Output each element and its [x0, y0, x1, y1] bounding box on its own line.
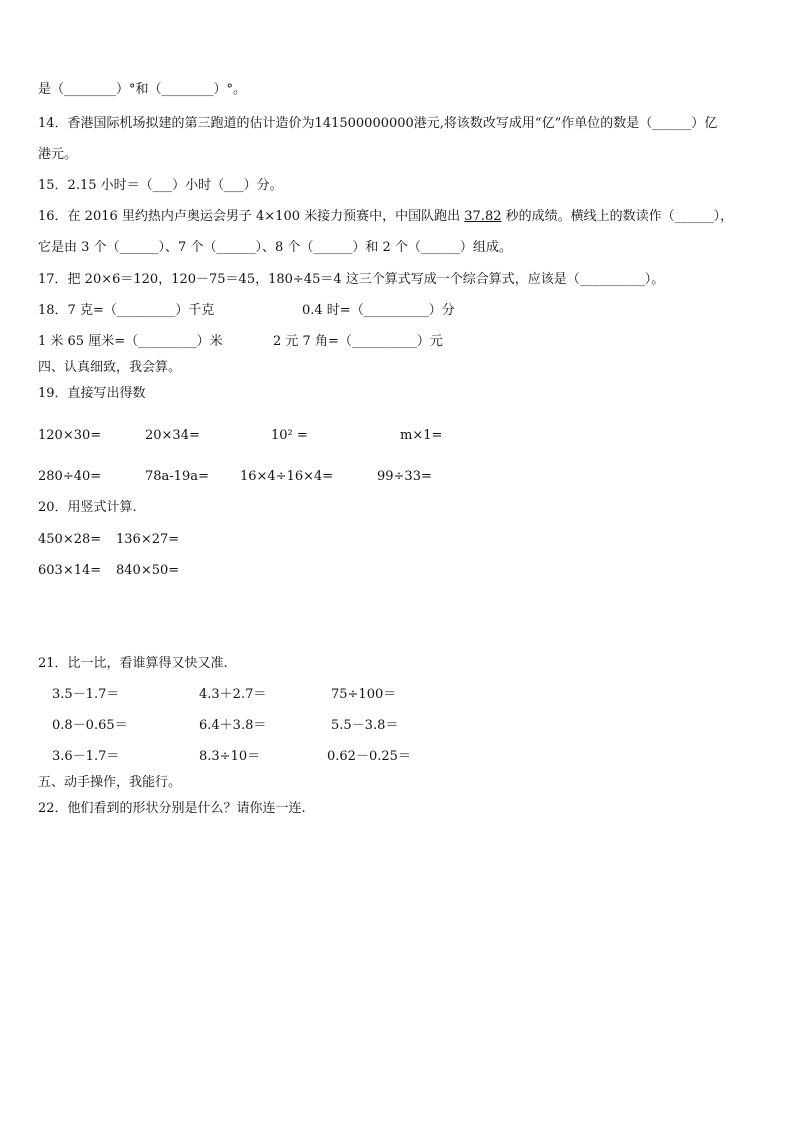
q20-title: 20．用竖式计算. [38, 500, 137, 515]
q18-d: 2 元 7 角=（__________）元 [273, 334, 443, 349]
q19-item: m×1= [400, 428, 443, 443]
q19-item: 78a-19a= [145, 469, 209, 484]
q16-line1-post: 秒的成绩。横线上的数读作（______）， [501, 209, 734, 224]
q20-item: 603×14= [38, 563, 102, 578]
q21-item: 6.4＋3.8＝ [199, 718, 267, 733]
q15: 15．2.15 小时＝（___）小时（___）分。 [38, 178, 283, 193]
q19-item: 120×30= [38, 428, 102, 443]
section-5-heading: 五、动手操作，我能行。 [38, 775, 182, 790]
q19-item: 10² = [271, 428, 308, 443]
q19-title: 19．直接写出得数 [38, 386, 146, 401]
q21-item: 5.5－3.8＝ [331, 718, 399, 733]
q16-underlined-number: 37.82 [464, 209, 502, 224]
q18-a: 18．7 克=（_________）千克 [38, 303, 215, 318]
q20-item: 450×28= [38, 532, 102, 547]
q21-title: 21．比一比，看谁算得又快又准. [38, 656, 228, 671]
q21-item: 0.62－0.25＝ [327, 749, 411, 764]
q18-c: 1 米 65 厘米=（_________）米 [38, 334, 223, 349]
q14-line2: 港元。 [38, 147, 78, 162]
q14-line1: 14．香港国际机场拟建的第三跑道的估计造价为141500000000港元,将该数改写成用“亿”作单位的数是（______）亿 [38, 116, 718, 131]
q21-item: 0.8－0.65＝ [52, 718, 128, 733]
q19-item: 20×34= [145, 428, 200, 443]
q19-item: 99÷33= [377, 469, 432, 484]
q20-item: 136×27= [116, 532, 180, 547]
q19-item: 280÷40= [38, 469, 102, 484]
q16-line2: 它是由 3 个（______）、7 个（______）、8 个（______）和 2 个（______）组成。 [38, 240, 512, 255]
q17: 17．把 20×6＝120，120－75＝45，180÷45＝4 这三个算式写成一个综合算式，应该是（__________）。 [38, 272, 665, 287]
q13-tail: 是（________）°和（________）°。 [38, 82, 247, 97]
q18-b: 0.4 时=（__________）分 [302, 303, 455, 318]
q21-item: 3.6－1.7＝ [52, 749, 120, 764]
q19-item: 16×4÷16×4= [240, 469, 334, 484]
section-4-heading: 四、认真细致，我会算。 [38, 360, 182, 375]
q21-item: 4.3＋2.7＝ [199, 687, 267, 702]
q16-line1 [38, 209, 733, 225]
q21-item: 3.5－1.7＝ [52, 687, 120, 702]
q21-item: 75÷100＝ [331, 687, 397, 702]
q16-line1-pre: 16．在 2016 里约热内卢奥运会男子 4×100 米接力预赛中，中国队跑出 [38, 209, 465, 224]
q20-item: 840×50= [116, 563, 180, 578]
q22: 22．他们看到的形状分别是什么？请你连一连. [38, 801, 306, 816]
q21-item: 8.3÷10＝ [199, 749, 261, 764]
